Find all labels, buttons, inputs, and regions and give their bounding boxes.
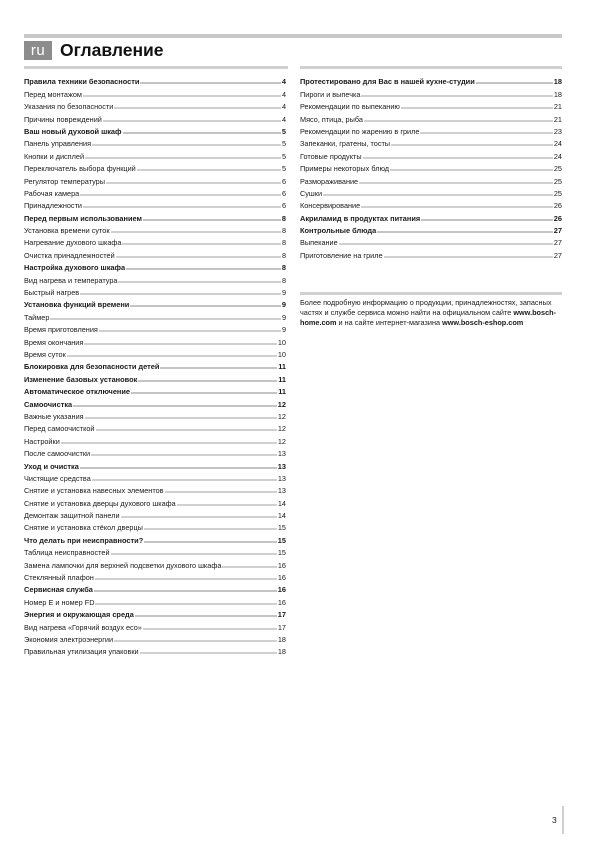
toc-subsection-entry[interactable] (24, 136, 286, 148)
toc-entry-page: 9 (281, 300, 286, 310)
toc-dot-leader (222, 566, 276, 568)
toc-entry-title: Указания по безопасности (24, 102, 114, 112)
website-link-bosch-home[interactable]: www.bosch-home.com (300, 308, 557, 328)
toc-entry-page: 15 (277, 548, 286, 558)
toc-entry-title: Что делать при неисправности? (24, 535, 144, 545)
toc-entry-title: Протестировано для Вас в нашей кухне-студии (300, 77, 475, 87)
toc-entry-page: 6 (281, 188, 286, 198)
toc-entry-title: Ваш новый духовой шкаф (24, 126, 122, 136)
toc-subsection-entry[interactable] (24, 173, 286, 185)
toc-entry-title: Важные указания (24, 411, 84, 421)
toc-subsection-entry[interactable] (300, 247, 562, 259)
toc-dot-leader (131, 392, 277, 394)
toc-subsection-entry[interactable] (300, 235, 562, 247)
toc-subsection-entry[interactable] (24, 198, 286, 210)
toc-entry-page: 26 (553, 201, 562, 211)
toc-entry-page: 23 (553, 126, 562, 136)
toc-subsection-entry[interactable] (24, 508, 286, 520)
toc-entry-page: 18 (553, 89, 562, 99)
toc-entry-page: 15 (277, 535, 286, 545)
page-title: Оглавление (60, 40, 164, 60)
toc-entry-title: Перед монтажом (24, 89, 82, 99)
toc-entry-title: Блокировка для безопасности детей (24, 362, 160, 372)
toc-subsection-entry[interactable] (24, 471, 286, 483)
toc-section-entry[interactable] (24, 458, 286, 470)
toc-dot-leader (118, 281, 280, 283)
toc-entry-page: 8 (281, 238, 286, 248)
right-column-rule (300, 66, 562, 69)
toc-entry-page: 25 (553, 188, 562, 198)
toc-subsection-entry[interactable] (300, 111, 562, 123)
toc-subsection-entry[interactable] (24, 632, 286, 644)
toc-entry-title: Переключатель выбора функций (24, 164, 136, 174)
toc-dot-leader (83, 206, 281, 208)
toc-entry-title: Очистка принадлежностей (24, 250, 115, 260)
toc-dot-leader (384, 256, 553, 258)
toc-entry-title: Настройки (24, 436, 60, 446)
toc-entry-page: 15 (277, 523, 286, 533)
toc-entry-title: Снятие и установка стёкол дверцы (24, 523, 143, 533)
toc-entry-page: 16 (277, 585, 286, 595)
toc-entry-title: Самоочистка (24, 399, 73, 409)
toc-dot-leader (138, 380, 277, 382)
toc-dot-leader (85, 157, 281, 159)
toc-entry-page: 16 (277, 597, 286, 607)
info-rule (300, 292, 562, 295)
toc-entry-page: 13 (277, 461, 286, 471)
toc-dot-leader (323, 194, 553, 196)
toc-entry-title: Сервисная служба (24, 585, 93, 595)
toc-entry-title: Время суток (24, 349, 66, 359)
toc-entry-title: Настройка духового шкафа (24, 263, 126, 273)
toc-dot-leader (137, 169, 281, 171)
toc-subsection-entry[interactable] (24, 619, 286, 631)
toc-entry-page: 5 (281, 139, 286, 149)
toc-dot-leader (359, 182, 553, 184)
toc-entry-page: 27 (553, 250, 562, 260)
toc-entry-title: Рекомендации по выпеканию (300, 102, 400, 112)
toc-entry-page: 9 (281, 288, 286, 298)
toc-subsection-entry[interactable] (24, 483, 286, 495)
toc-subsection-entry[interactable] (24, 186, 286, 198)
toc-entry-title: Консервирование (300, 201, 361, 211)
toc-entry-title: Рабочая камера (24, 188, 80, 198)
toc-entry-title: Таймер (24, 312, 50, 322)
toc-entry-title: Приготовление на гриле (300, 250, 383, 260)
toc-entry-page: 21 (553, 114, 562, 124)
toc-subsection-entry[interactable] (24, 557, 286, 569)
toc-subsection-entry[interactable] (24, 322, 286, 334)
toc-entry-title: Демонтаж защитной панели (24, 511, 120, 521)
toc-subsection-entry[interactable] (24, 99, 286, 111)
toc-subsection-entry[interactable] (300, 161, 562, 173)
toc-entry-title: Установка времени суток (24, 226, 110, 236)
toc-dot-leader (123, 132, 281, 134)
toc-subsection-entry[interactable] (300, 136, 562, 148)
toc-entry-page: 13 (277, 449, 286, 459)
toc-entry-page: 4 (281, 114, 286, 124)
toc-entry-title: Таблица неисправностей (24, 548, 110, 558)
toc-entry-title: Чистящие средства (24, 473, 91, 483)
toc-entry-title: Стеклянный плафон (24, 573, 94, 583)
toc-section-entry[interactable] (24, 582, 286, 594)
toc-entry-title: Принадлежности (24, 201, 82, 211)
toc-dot-leader (126, 268, 281, 270)
toc-entry-title: Правила техники безопасности (24, 77, 140, 87)
toc-subsection-entry[interactable] (300, 148, 562, 160)
toc-dot-leader (50, 318, 281, 320)
toc-dot-leader (143, 219, 281, 221)
toc-dot-leader (106, 182, 281, 184)
toc-section-entry[interactable] (24, 297, 286, 309)
toc-entry-page: 13 (277, 486, 286, 496)
left-column-rule (24, 66, 288, 69)
toc-dot-leader (94, 590, 277, 592)
toc-subsection-entry[interactable] (24, 545, 286, 557)
toc-entry-title: Установка функций времени (24, 300, 130, 310)
toc-dot-leader (476, 82, 553, 84)
top-rule (24, 34, 562, 38)
toc-entry-title: Нагревание духового шкафа (24, 238, 122, 248)
toc-dot-leader (122, 243, 280, 245)
toc-entry-title: После самоочистки (24, 449, 91, 459)
toc-entry-page: 13 (277, 473, 286, 483)
toc-dot-leader (80, 194, 281, 196)
info-text-middle: и на сайте интернет-магазина (336, 318, 443, 328)
toc-subsection-entry[interactable] (24, 223, 286, 235)
page-header (24, 40, 164, 60)
bottom-rule (562, 806, 564, 834)
toc-entry-title: Замена лампочки для верхней подсветки духового шкафа (24, 560, 222, 570)
toc-dot-leader (67, 355, 277, 357)
toc-subsection-entry[interactable] (24, 111, 286, 123)
toc-entry-page: 5 (281, 164, 286, 174)
toc-dot-leader (99, 330, 281, 332)
toc-dot-leader (130, 305, 281, 307)
toc-entry-title: Размораживание (300, 176, 359, 186)
toc-entry-title: Снятие и установка навесных элементов (24, 486, 164, 496)
toc-subsection-entry[interactable] (300, 86, 562, 98)
toc-entry-page: 11 (278, 387, 286, 397)
toc-dot-leader (377, 231, 553, 233)
toc-dot-leader (144, 541, 277, 543)
toc-entry-title: Запеканки, гратены, тосты (300, 139, 391, 149)
toc-entry-title: Правильная утилизация упаковки (24, 647, 139, 657)
toc-entry-page: 27 (553, 226, 562, 236)
toc-dot-leader (364, 120, 553, 122)
toc-entry-page: 8 (281, 275, 286, 285)
toc-subsection-entry[interactable] (24, 347, 286, 359)
toc-entry-page: 24 (553, 151, 562, 161)
toc-dot-leader (111, 231, 281, 233)
toc-subsection-entry[interactable] (300, 99, 562, 111)
toc-entry-page: 16 (277, 560, 286, 570)
toc-dot-leader (92, 144, 281, 146)
toc-section-entry[interactable] (24, 74, 286, 86)
toc-entry-page: 6 (281, 176, 286, 186)
toc-entry-title: Вид нагрева и температура (24, 275, 118, 285)
toc-entry-page: 8 (281, 226, 286, 236)
toc-entry-page: 27 (553, 238, 562, 248)
toc-entry-page: 12 (277, 411, 286, 421)
toc-entry-page: 26 (553, 213, 562, 223)
toc-subsection-entry[interactable] (24, 421, 286, 433)
toc-section-entry[interactable] (24, 124, 286, 136)
toc-subsection-entry[interactable] (300, 198, 562, 210)
toc-subsection-entry[interactable] (24, 272, 286, 284)
toc-entry-page: 4 (281, 102, 286, 112)
toc-subsection-entry[interactable] (24, 433, 286, 445)
toc-dot-leader (61, 442, 277, 444)
toc-entry-page: 11 (278, 374, 286, 384)
toc-entry-page: 8 (281, 213, 286, 223)
toc-dot-leader (143, 628, 277, 630)
toc-entry-title: Примеры некоторых блюд (300, 164, 390, 174)
toc-entry-page: 25 (553, 176, 562, 186)
toc-entry-page: 18 (277, 647, 286, 657)
toc-entry-page: 10 (277, 337, 286, 347)
toc-subsection-entry[interactable] (24, 520, 286, 532)
toc-dot-leader (140, 82, 280, 84)
toc-dot-leader (83, 95, 281, 97)
toc-entry-title: Акриламид в продуктах питания (300, 213, 421, 223)
toc-dot-leader (361, 206, 553, 208)
toc-subsection-entry[interactable] (300, 124, 562, 136)
toc-entry-page: 9 (281, 312, 286, 322)
website-link-bosch-eshop[interactable]: www.bosch-eshop.com (442, 318, 524, 328)
toc-dot-leader (103, 120, 281, 122)
toc-entry-page: 12 (277, 424, 286, 434)
toc-subsection-entry[interactable] (24, 309, 286, 321)
toc-dot-leader (95, 603, 276, 605)
toc-entry-page: 25 (553, 164, 562, 174)
toc-entry-page: 12 (277, 436, 286, 446)
toc-entry-title: Время приготовления (24, 325, 98, 335)
toc-entry-page: 21 (553, 102, 562, 112)
toc-entry-page: 14 (277, 511, 286, 521)
toc-dot-leader (111, 553, 277, 555)
toc-entry-page: 11 (278, 362, 286, 372)
toc-dot-leader (116, 256, 281, 258)
toc-dot-leader (160, 367, 277, 369)
toc-dot-leader (421, 219, 553, 221)
toc-entry-title: Мясо, птица, рыба (300, 114, 363, 124)
toc-entry-title: Пироги и выпечка (300, 89, 361, 99)
toc-subsection-entry[interactable] (24, 161, 286, 173)
toc-entry-title: Перед самоочисткой (24, 424, 95, 434)
toc-entry-page: 5 (281, 126, 286, 136)
toc-entry-page: 18 (553, 77, 562, 87)
toc-entry-title: Панель управления (24, 139, 92, 149)
toc-section-entry[interactable] (24, 396, 286, 408)
toc-subsection-entry[interactable] (300, 173, 562, 185)
toc-dot-leader (114, 640, 277, 642)
toc-section-entry[interactable] (300, 210, 562, 222)
toc-entry-title: Сушки (300, 188, 323, 198)
toc-entry-title: Время окончания (24, 337, 84, 347)
toc-entry-title: Кнопки и дисплей (24, 151, 85, 161)
toc-subsection-entry[interactable] (24, 570, 286, 582)
toc-entry-title: Энергия и окружающая среда (24, 610, 134, 620)
toc-entry-title: Вид нагрева «Горячий воздух eco» (24, 622, 142, 632)
toc-dot-leader (80, 293, 281, 295)
toc-subsection-entry[interactable] (24, 235, 286, 247)
toc-section-entry[interactable] (300, 74, 562, 86)
toc-subsection-entry[interactable] (24, 285, 286, 297)
toc-subsection-entry[interactable] (24, 334, 286, 346)
toc-dot-leader (177, 504, 277, 506)
toc-section-entry[interactable] (24, 210, 286, 222)
toc-dot-leader (401, 107, 553, 109)
toc-section-entry[interactable] (24, 384, 286, 396)
toc-dot-leader (135, 615, 277, 617)
toc-section-entry[interactable] (24, 359, 286, 371)
language-badge: ru (24, 41, 52, 60)
info-text-before: Более подробную информацию о продукции, принадлежностях, запасных частях и службе сервиса можно найти на официальном сайте (300, 298, 552, 318)
toc-dot-leader (140, 652, 277, 654)
toc-dot-leader (80, 467, 277, 469)
toc-entry-page: 8 (281, 250, 286, 260)
toc-dot-leader (95, 578, 277, 580)
toc-subsection-entry[interactable] (300, 186, 562, 198)
toc-entry-title: Экономия электроэнергии (24, 634, 114, 644)
toc-dot-leader (121, 516, 277, 518)
toc-section-entry[interactable] (300, 223, 562, 235)
toc-entry-page: 10 (277, 349, 286, 359)
toc-entry-page: 4 (281, 77, 286, 87)
toc-entry-title: Автоматическое отключение (24, 387, 131, 397)
toc-entry-title: Рекомендации по жарению в гриле (300, 126, 420, 136)
toc-entry-page: 24 (553, 139, 562, 149)
toc-entry-page: 6 (281, 201, 286, 211)
toc-dot-leader (114, 107, 281, 109)
toc-entry-page: 17 (277, 622, 286, 632)
toc-subsection-entry[interactable] (24, 594, 286, 606)
toc-entry-title: Причины повреждений (24, 114, 102, 124)
toc-right-column (300, 74, 562, 260)
toc-dot-leader (339, 243, 553, 245)
toc-subsection-entry[interactable] (24, 148, 286, 160)
toc-section-entry[interactable] (24, 371, 286, 383)
toc-entry-title: Номер E и номер FD (24, 597, 95, 607)
toc-entry-title: Уход и очистка (24, 461, 79, 471)
toc-subsection-entry[interactable] (24, 247, 286, 259)
toc-entry-title: Снятие и установка дверцы духового шкафа (24, 498, 176, 508)
toc-dot-leader (84, 343, 277, 345)
toc-dot-leader (361, 95, 552, 97)
toc-left-column (24, 74, 286, 656)
toc-entry-page: 16 (277, 573, 286, 583)
toc-entry-title: Регулятор температуры (24, 176, 105, 186)
info-paragraph (300, 298, 564, 329)
toc-dot-leader (144, 528, 277, 530)
toc-section-entry[interactable] (24, 607, 286, 619)
toc-entry-title: Выпекание (300, 238, 338, 248)
toc-entry-page: 14 (277, 498, 286, 508)
toc-entry-page: 8 (281, 263, 286, 273)
toc-entry-title: Быстрый нагрев (24, 288, 80, 298)
toc-entry-title: Готовые продукты (300, 151, 362, 161)
toc-entry-title: Изменение базовых установок (24, 374, 138, 384)
toc-dot-leader (391, 144, 553, 146)
toc-entry-page: 4 (281, 89, 286, 99)
toc-entry-title: Перед первым использованием (24, 213, 142, 223)
toc-dot-leader (363, 157, 553, 159)
toc-dot-leader (165, 491, 277, 493)
toc-entry-page: 9 (281, 325, 286, 335)
toc-subsection-entry[interactable] (24, 644, 286, 656)
toc-dot-leader (91, 454, 277, 456)
toc-dot-leader (390, 169, 553, 171)
toc-section-entry[interactable] (24, 532, 286, 544)
toc-dot-leader (96, 429, 277, 431)
toc-section-entry[interactable] (24, 260, 286, 272)
toc-entry-page: 5 (281, 151, 286, 161)
toc-dot-leader (92, 479, 277, 481)
toc-entry-page: 17 (277, 610, 286, 620)
toc-subsection-entry[interactable] (24, 409, 286, 421)
toc-dot-leader (420, 132, 552, 134)
toc-dot-leader (73, 405, 277, 407)
toc-entry-page: 18 (277, 634, 286, 644)
toc-subsection-entry[interactable] (24, 495, 286, 507)
toc-entry-page: 12 (277, 399, 286, 409)
toc-dot-leader (85, 417, 277, 419)
toc-entry-title: Контрольные блюда (300, 226, 377, 236)
toc-subsection-entry[interactable] (24, 86, 286, 98)
page-number: 3 (552, 815, 557, 825)
toc-subsection-entry[interactable] (24, 446, 286, 458)
